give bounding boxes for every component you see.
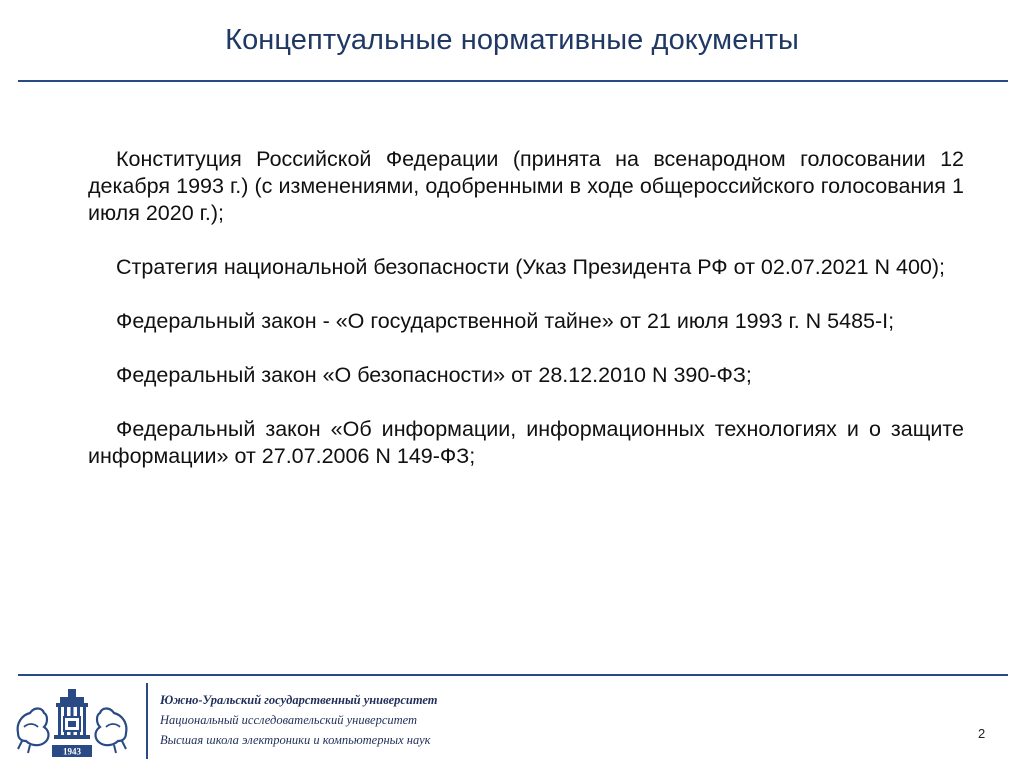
footer-institution [160, 690, 438, 750]
title-divider [18, 80, 1008, 82]
university-logo-icon [12, 683, 132, 763]
slide-content [88, 146, 964, 497]
paragraph-security-strategy: Стратегия национальной безопасности (Указ Президента РФ от 02.07.2021 N 400); [116, 255, 945, 279]
footer-vertical-divider [146, 683, 148, 759]
paragraph-constitution: Конституция Российской Федерации (принята на всенародном голосовании 12 декабря 1993 г.) (с изменениями, одобренными в ходе общероссийского голосования 1 июля 2020 г.); [88, 147, 964, 225]
page-number: 2 [978, 726, 986, 741]
footer-school-name: Высшая школа электроники и компьютерных наук [160, 733, 431, 747]
footer-university-name: Южно-Уральский государственный университет [160, 693, 438, 707]
paragraph-information-law: Федеральный закон «Об информации, информационных технологиях и о защите информации» от 27.07.2006 N 149-ФЗ; [88, 417, 964, 468]
slide-title: Концептуальные нормативные документы [225, 24, 799, 56]
paragraph-state-secret-law: Федеральный закон - «О государственной тайне» от 21 июля 1993 г. N 5485-I; [116, 309, 895, 333]
footer-divider [18, 674, 1008, 676]
logo-year: 1943 [63, 746, 81, 757]
paragraph-security-law: Федеральный закон «О безопасности» от 28.12.2010 N 390-ФЗ; [116, 363, 752, 387]
footer-university-status: Национальный исследовательский университет [160, 713, 418, 727]
